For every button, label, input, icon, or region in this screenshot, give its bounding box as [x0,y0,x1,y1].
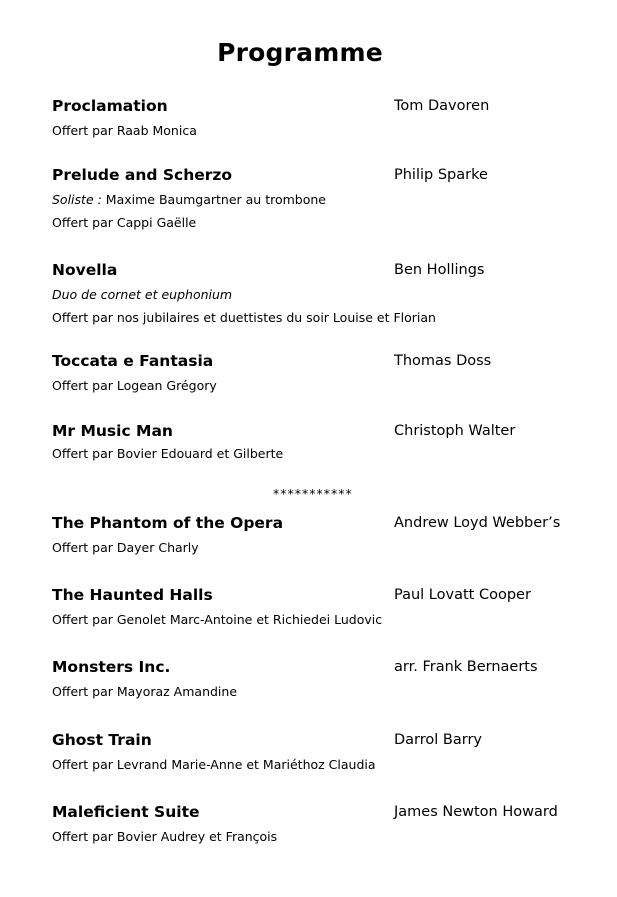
piece-title: Prelude and Scherzo [52,166,233,184]
piece-title: Novella [52,261,118,279]
piece-title: Proclamation [52,97,168,115]
sponsor-line: Offert par Logean Grégory [52,378,217,393]
soloist-text: Maxime Baumgartner au trombone [101,192,326,207]
composer-name: Andrew Loyd Webber’s [394,515,561,531]
sponsor-line: Offert par Bovier Edouard et Gilberte [52,446,284,461]
page-title: Programme [217,38,383,67]
performance-note: Duo de cornet et euphonium [52,287,233,302]
sponsor-line: Offert par Dayer Charly [52,540,199,555]
programme-item [52,166,592,234]
programme-item [52,422,592,463]
piece-title: The Haunted Halls [52,586,213,604]
programme-item [52,97,592,142]
composer-name: Paul Lovatt Cooper [394,587,531,603]
composer-name: Darrol Barry [394,732,482,748]
programme-item [52,803,592,848]
sponsor-line: Offert par Genolet Marc-Antoine et Richiedei Ludovic [52,612,383,627]
programme-item [52,514,592,559]
sponsor-line: Offert par Cappi Gaëlle [52,215,197,230]
soloist-label: Soliste : [52,192,102,207]
piece-title: Mr Music Man [52,422,173,440]
piece-title: The Phantom of the Opera [52,514,284,532]
programme-item [52,261,592,329]
composer-name: Philip Sparke [394,167,488,183]
sponsor-line: Offert par Levrand Marie-Anne et Mariéthoz Claudia [52,757,376,772]
composer-name: Thomas Doss [394,353,492,369]
section-separator: *********** [273,486,353,501]
composer-name: Ben Hollings [394,262,485,278]
programme-item [52,586,592,631]
piece-title: Monsters Inc. [52,658,171,676]
piece-title: Toccata e Fantasia [52,352,214,370]
composer-name: Tom Davoren [394,98,490,114]
sponsor-line: Offert par Bovier Audrey et François [52,829,278,844]
composer-name: Christoph Walter [394,423,516,439]
piece-title: Ghost Train [52,731,152,749]
programme-item [52,658,592,703]
programme-item [52,352,592,397]
composer-name: arr. Frank Bernaerts [394,659,538,675]
sponsor-line: Offert par Mayoraz Amandine [52,684,238,699]
composer-name: James Newton Howard [394,804,558,820]
sponsor-line: Offert par nos jubilaires et duettistes du soir Louise et Florian [52,310,436,325]
piece-title: Maleficient Suite [52,803,200,821]
programme-item [52,731,592,776]
soloist-line [52,188,592,211]
sponsor-line: Offert par Raab Monica [52,123,197,138]
